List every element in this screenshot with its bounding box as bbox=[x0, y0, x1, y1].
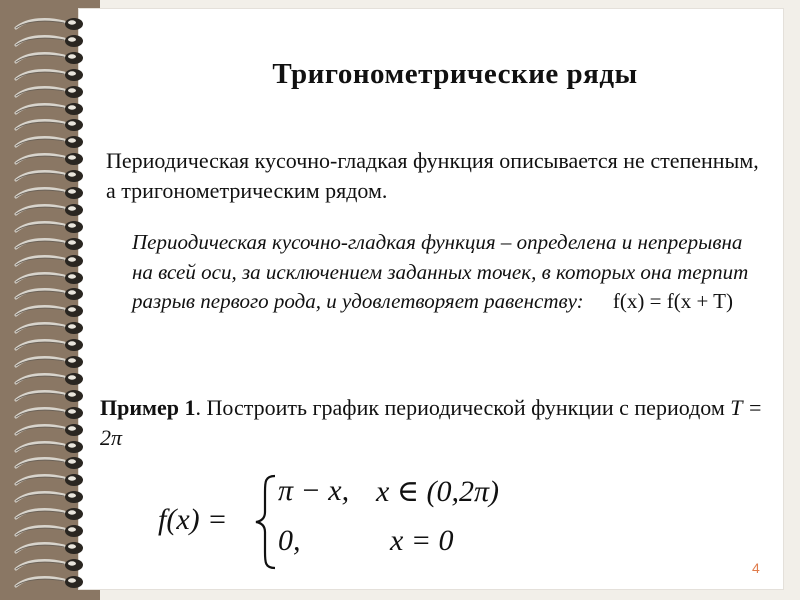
example-statement bbox=[100, 393, 780, 453]
definition-body: Периодическая кусочно-гладкая функция – определена и непрерывна на всей оси, за исключением заданных точек, в которых она терпит разрыв первого рода, и удовлетворяет равенству: bbox=[132, 230, 749, 313]
case2-expression: 0, bbox=[278, 524, 301, 557]
example-label: Пример 1 bbox=[100, 395, 196, 420]
example-text: . Построить график периодической функции с периодом bbox=[195, 395, 731, 420]
periodicity-equation: f(x) = f(x + T) bbox=[612, 289, 733, 313]
formula-lhs: f(x) = bbox=[158, 503, 228, 536]
left-brace-icon bbox=[253, 474, 281, 570]
intro-text: Периодическая кусочно-гладкая функция описывается не степенным, а тригонометрическим рядом. bbox=[106, 148, 759, 203]
spiral-binding-coil-icon bbox=[14, 572, 86, 592]
piecewise-formula bbox=[158, 470, 578, 570]
page-number: 4 bbox=[752, 560, 760, 576]
slide-title: Тригонометрические ряды bbox=[272, 58, 638, 90]
case2-condition: x = 0 bbox=[390, 524, 454, 557]
case1-expression: π − x, bbox=[278, 474, 350, 507]
definition-text bbox=[132, 228, 762, 317]
example-period: T = 2π bbox=[100, 395, 763, 450]
case1-condition: x ∈ (0,2π) bbox=[376, 475, 500, 508]
